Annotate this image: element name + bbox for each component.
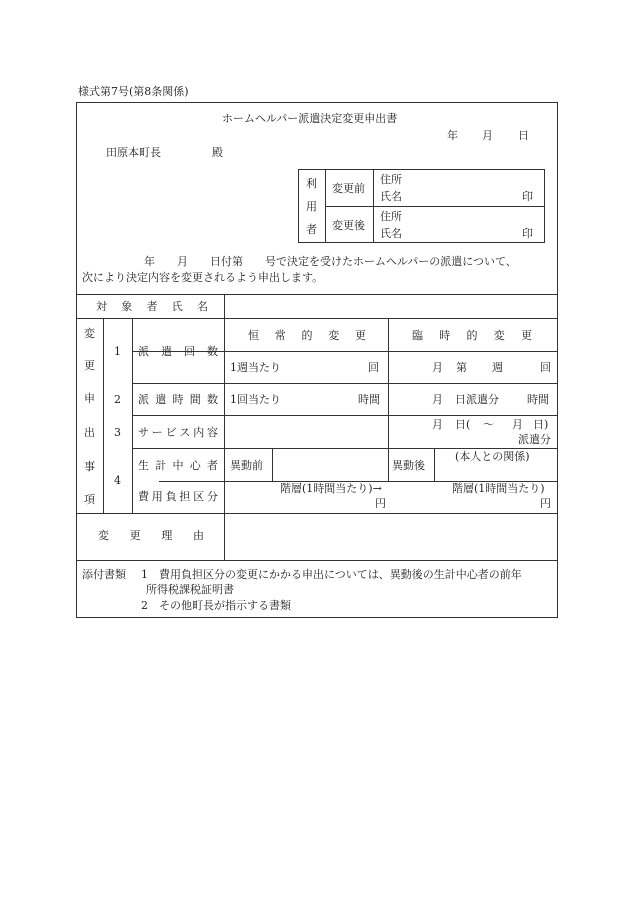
row-2-permanent-unit: 時間: [358, 393, 380, 406]
row-3-temp-month-2: 月: [512, 418, 523, 431]
row-4-label-cost-category: [138, 491, 218, 502]
side-char: 変: [84, 327, 95, 340]
after-address-field[interactable]: 住所: [380, 210, 402, 223]
header-char: 変: [493, 329, 505, 342]
row-2-temp-day: 日派遣分: [455, 393, 499, 406]
row-4-before-label: 異動前: [230, 459, 263, 472]
label-char: 内: [193, 426, 205, 439]
row-3-label: [138, 427, 218, 438]
table-line-r3: [132, 448, 558, 449]
before-change-label: 変更前: [332, 182, 365, 195]
row-2-number: 2: [114, 393, 121, 406]
header-char: 時: [439, 329, 451, 342]
date-year: 年: [447, 129, 458, 142]
subject-name-char: 名: [197, 300, 208, 313]
row-3-temp-month: 月: [432, 418, 443, 431]
intro-line-1: 年 月 日付第 号で決定を受けたホームヘルパーの派遣について、: [144, 255, 517, 268]
row-2-label: [138, 394, 218, 405]
row-1-permanent-unit: 回: [368, 361, 379, 374]
subject-name-char: 氏: [171, 300, 183, 313]
label-char: サ: [138, 426, 149, 439]
form-title: ホームヘルパー派遣決定変更申出書: [222, 112, 398, 125]
after-name-field[interactable]: 氏名: [380, 227, 402, 240]
header-char: 的: [466, 329, 478, 342]
before-seal: 印: [522, 190, 533, 203]
label-char: 区: [193, 490, 205, 503]
table-line-reason-end: [76, 560, 558, 561]
row-2-temp-month: 月: [432, 393, 443, 406]
row-1-label: [138, 346, 218, 357]
row-3-temp-day: 日(: [455, 418, 471, 431]
subject-name-label: [96, 301, 208, 312]
table-vline-side: [103, 318, 104, 513]
subject-name-char: 対: [96, 300, 107, 313]
table-line-r2: [132, 415, 558, 416]
label-char: 計: [155, 459, 167, 472]
row-4-relation-label: (本人との関係): [455, 450, 530, 463]
row-1-temp-week: 週: [492, 361, 503, 374]
side-char: 事: [84, 460, 95, 473]
side-char: 更: [84, 359, 95, 372]
intro-line-2: 次により決定内容を変更されるよう申出します。: [82, 271, 324, 284]
row-3-temp-dispatch: 派遣分: [518, 433, 551, 446]
label-char: 費: [138, 490, 149, 503]
row-4-after-label: 異動後: [392, 459, 425, 472]
label-char: ス: [179, 426, 191, 439]
label-char: 心: [189, 459, 201, 472]
after-seal: 印: [522, 227, 533, 240]
date-month: 月: [482, 129, 493, 142]
form-number: 様式第7号(第8条関係): [78, 85, 189, 98]
row-1-temp-times: 回: [540, 361, 551, 374]
row-2-permanent-prefix: 1回当たり: [230, 393, 281, 406]
table-line-r1: [132, 383, 558, 384]
table-vline-before: [272, 448, 273, 481]
table-top-line: [76, 294, 558, 295]
label-char: 者: [207, 459, 218, 472]
side-char: 出: [84, 426, 95, 439]
label-char: 数: [207, 393, 218, 406]
header-char: 臨: [412, 329, 423, 342]
header-char: 恒: [248, 329, 259, 342]
row-3-temp-tilde: ～: [483, 418, 494, 431]
temporary-change-header: [412, 330, 532, 341]
header-char: 常: [274, 329, 286, 342]
row-3-permanent-field[interactable]: [226, 417, 386, 446]
label-char: ビ: [165, 426, 177, 439]
row-4-temporary-yen: 円: [540, 497, 551, 510]
date-day: 日: [518, 129, 529, 142]
label-char: 遣: [161, 345, 172, 358]
row-4-permanent-yen: 円: [375, 497, 386, 510]
table-line-items-end: [76, 513, 558, 514]
row-1-number: 1: [114, 345, 121, 358]
side-char: 項: [84, 493, 95, 506]
label-char: 担: [179, 490, 191, 503]
label-char: 派: [138, 393, 149, 406]
subject-name-char: 象: [121, 300, 133, 313]
reason-char: 変: [98, 529, 109, 542]
label-char: 遣: [155, 393, 167, 406]
table-line-name: [76, 318, 558, 319]
reason-char: 更: [129, 529, 141, 542]
reason-char: 由: [192, 529, 204, 542]
subject-name-char: 者: [146, 300, 158, 313]
reason-field[interactable]: [226, 515, 556, 558]
attachments-label: 添付書類: [82, 568, 126, 581]
label-char: 分: [206, 490, 218, 503]
permanent-change-header: [248, 330, 366, 341]
table-vline-num: [132, 318, 133, 513]
label-char: 中: [172, 459, 184, 472]
label-char: 容: [206, 426, 218, 439]
row-4-temporary-tier: 階層(1時間当たり): [452, 482, 545, 495]
side-char: 申: [84, 392, 95, 405]
attachment-1-text-cont: 所得税課税証明書: [146, 583, 234, 596]
row-2-temp-hours: 時間: [527, 393, 549, 406]
attachment-1-number: 1: [141, 568, 148, 581]
row-3-number: 3: [114, 426, 121, 439]
applicant-side-char-1: 利: [306, 177, 317, 190]
row-3-temp-day-2: 日): [533, 418, 549, 431]
row-1-temp-ordinal: 第: [456, 361, 467, 374]
applicant-side-char-3: 者: [306, 223, 317, 236]
label-char: 負: [165, 490, 177, 503]
subject-name-field[interactable]: [226, 296, 556, 316]
row-4-permanent-tier: 階層(1時間当たり)→: [280, 482, 382, 495]
row-4-label-household-head: [138, 460, 218, 471]
row-4-number: 4: [114, 474, 121, 487]
addressee-honorific: 殿: [212, 146, 223, 159]
header-char: 更: [521, 329, 532, 342]
reason-char: 理: [161, 529, 173, 542]
table-vline-label: [224, 294, 225, 560]
before-name-field[interactable]: 氏名: [380, 190, 402, 203]
label-char: ー: [151, 426, 163, 439]
label-char: 数: [207, 345, 218, 358]
label-char: 間: [189, 393, 201, 406]
label-char: 生: [138, 459, 149, 472]
header-char: 更: [355, 329, 366, 342]
after-change-label: 変更後: [332, 219, 365, 232]
table-vline-after: [434, 448, 435, 481]
applicant-side-char-2: 用: [306, 200, 317, 213]
applicant-divider-3: [325, 206, 545, 207]
label-char: 用: [151, 490, 163, 503]
row-1-permanent-prefix: 1週当たり: [230, 361, 281, 374]
label-char: 派: [138, 345, 149, 358]
before-address-field[interactable]: 住所: [380, 173, 402, 186]
header-char: 変: [328, 329, 340, 342]
reason-label: [98, 530, 204, 541]
addressee-name: 田原本町長: [106, 146, 161, 159]
table-vline-mid: [388, 318, 389, 481]
label-char: 回: [184, 345, 195, 358]
attachment-1-text: 費用負担区分の変更にかかる申出については、異動後の生計中心者の前年: [159, 568, 522, 581]
attachment-2-number: 2: [141, 599, 148, 612]
row-1-temp-month: 月: [432, 361, 443, 374]
attachment-2-text: その他町長が指示する書類: [159, 599, 291, 612]
header-char: 的: [301, 329, 313, 342]
label-char: 時: [172, 393, 184, 406]
